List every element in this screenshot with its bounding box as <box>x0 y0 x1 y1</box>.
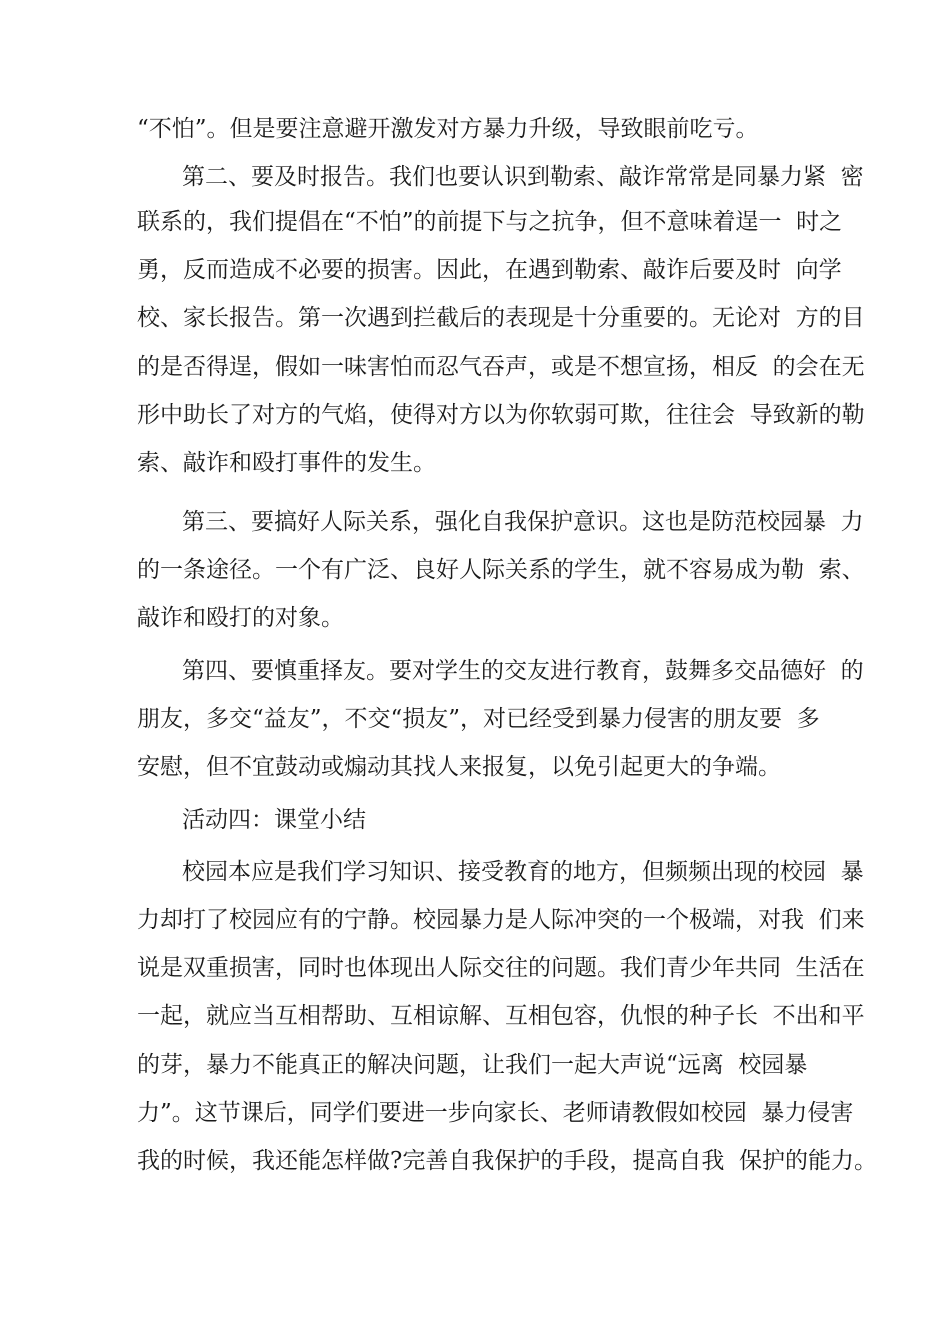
text-line: 索、敲诈和殴打事件的发生。 <box>137 450 436 476</box>
text-line: 勇，反而造成不必要的损害。因此，在遇到勒索、敲诈后要及时 向学 <box>137 257 842 283</box>
text-line: 安慰，但不宜鼓动或煽动其找人来报复，以免引起更大的争端。 <box>137 754 781 780</box>
paragraph-2-line-1: 第二、要及时报告。我们也要认识到勒索、敲诈常常是同暴力紧 密 <box>182 164 864 190</box>
text-line: 我的时候，我还能怎样做?完善自我保护的手段，提高自我 保护的能力。 <box>137 1148 877 1174</box>
text-line: 力”。这节课后，同学们要进一步向家长、老师请教假如校园 暴力侵害 <box>137 1100 854 1126</box>
text-line: “不怕”。但是要注意避开激发对方暴力升级，导致眼前吃亏。 <box>137 116 759 142</box>
text-line: 说是双重损害，同时也体现出人际交往的问题。我们青少年共同 生活在 <box>137 955 865 981</box>
text-line: 的芽，暴力不能真正的解决问题，让我们一起大声说“远离 校园暴 <box>137 1052 808 1078</box>
text-line: 敲诈和殴打的对象。 <box>137 605 344 631</box>
text-line: 联系的，我们提倡在“不怕”的前提下与之抗争，但不意味着逞一 时之 <box>137 209 843 235</box>
section-heading: 活动四：课堂小结 <box>182 807 366 833</box>
paragraph-3-line-1: 第三、要搞好人际关系，强化自我保护意识。这也是防范校园暴 力 <box>182 509 864 535</box>
text-line: 形中助长了对方的气焰，使得对方以为你软弱可欺，往往会 导致新的勒 <box>137 402 865 428</box>
paragraph-4-line-1: 第四、要慎重择友。要对学生的交友进行教育，鼓舞多交品德好 的 <box>182 658 864 684</box>
text-line: 朋友，多交“益友”，不交“损友”，对已经受到暴力侵害的朋友要 多 <box>137 706 820 732</box>
text-line: 力却打了校园应有的宁静。校园暴力是人际冲突的一个极端，对我 们来 <box>137 907 865 933</box>
text-line: 的一条途径。一个有广泛、良好人际关系的学生，就不容易成为勒 索、 <box>137 557 865 583</box>
paragraph-5-line-1: 校园本应是我们学习知识、接受教育的地方，但频频出现的校园 暴 <box>182 859 864 885</box>
text-line: 一起，就应当互相帮助、互相谅解、互相包容，仇恨的种子长 不出和平 <box>137 1003 865 1029</box>
text-line: 校、家长报告。第一次遇到拦截后的表现是十分重要的。无论对 方的目 <box>137 305 865 331</box>
text-line: 的是否得逞，假如一味害怕而忍气吞声，或是不想宣扬，相反 的会在无 <box>137 354 865 380</box>
